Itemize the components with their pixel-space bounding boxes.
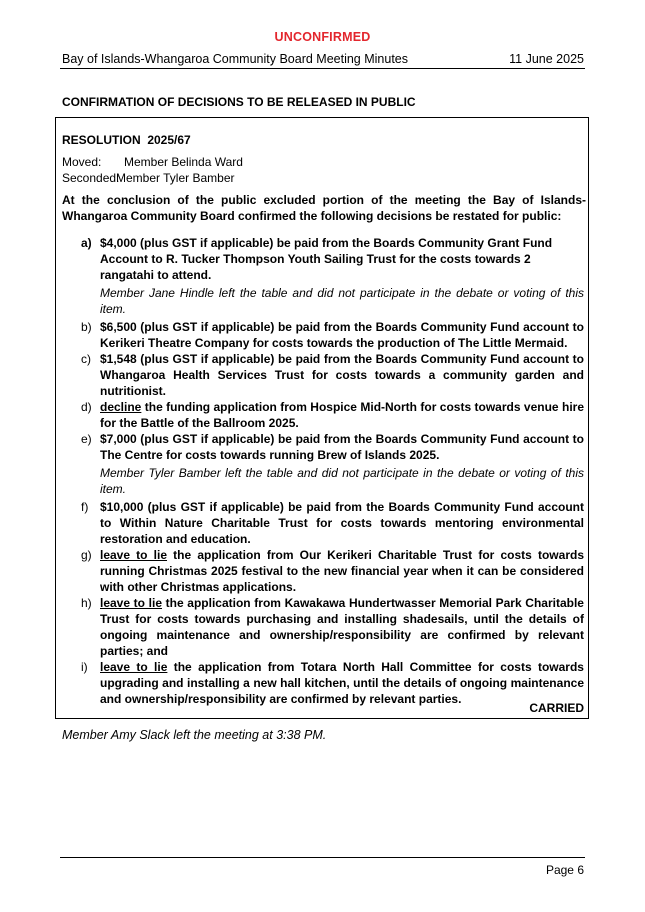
seconded-line <box>62 171 234 185</box>
meeting-date: 11 June 2025 <box>509 52 584 66</box>
moved-label: Moved: <box>62 155 102 169</box>
resolution-items <box>56 235 588 707</box>
moved-line <box>62 155 243 169</box>
item-text <box>100 399 584 431</box>
resolution-item-h <box>56 595 588 659</box>
item-marker: d) <box>81 400 92 414</box>
item-body: the application from Our Kerikeri Charitable Trust for costs towards running Christmas 2025 festival to the new financial year when it can be considered with other Christmas applications. <box>100 548 584 594</box>
resolution-item-f <box>56 499 588 547</box>
item-marker: e) <box>81 432 92 446</box>
item-text: $4,000 (plus GST if applicable) be paid from the Boards Community Grant Fund Account to R. Tucker Thompson Youth Sailing Trust for the costs towards 2 rangatahi to attend. <box>100 236 553 282</box>
item-lead: leave to lie <box>100 660 168 674</box>
page-number: Page 6 <box>545 863 584 877</box>
item-marker: a) <box>81 236 92 250</box>
moved-value: Member Belinda Ward <box>124 155 243 169</box>
resolution-item-d <box>56 399 588 431</box>
after-note: Member Amy Slack left the meeting at 3:38 PM. <box>62 728 327 742</box>
item-text <box>100 595 584 659</box>
item-body: the application from Kawakawa Hundertwasser Memorial Park Charitable Trust for costs towards purchasing and installing shadesails, until the details of ongoing maintenance and ownership/responsibility are confirmed by relevant parties; and <box>100 596 584 658</box>
section-title: CONFIRMATION OF DECISIONS TO BE RELEASED IN PUBLIC <box>62 95 416 109</box>
item-marker: h) <box>81 596 92 610</box>
resolution-item-b <box>56 319 588 351</box>
resolution-outcome: CARRIED <box>529 701 584 715</box>
resolution-title: RESOLUTION 2025/67 <box>62 133 191 147</box>
resolution-item-g <box>56 547 588 595</box>
item-marker: i) <box>81 660 88 674</box>
seconded-value: Member Tyler Bamber <box>116 171 235 185</box>
item-text: $10,000 (plus GST if applicable) be paid from the Boards Community Fund account to Within Nature Charitable Trust for costs towards mentoring environmental restoration and education. <box>100 500 584 546</box>
item-text: $6,500 (plus GST if applicable) be paid from the Boards Community Fund account to Kerikeri Theatre Company for costs towards the production of The Little Mermaid. <box>100 320 584 350</box>
header-divider <box>60 68 585 69</box>
item-body: the application from Totara North Hall Committee for costs towards upgrading and installing a new hall kitchen, until the details of ongoing maintenance and ownership/responsibility are confirmed by relevant parties. <box>100 660 584 706</box>
item-text: $1,548 (plus GST if applicable) be paid from the Boards Community Fund account to Whangaroa Health Services Trust for costs towards a community garden and nutritionist. <box>100 352 584 398</box>
item-marker: f) <box>81 500 89 514</box>
item-note: Member Tyler Bamber left the table and did not participate in the debate or voting of this item. <box>100 466 584 496</box>
item-marker: c) <box>81 352 91 366</box>
item-body: the funding application from Hospice Mid-North for costs towards venue hire for the Battle of the Ballroom 2025. <box>100 400 584 430</box>
item-marker: b) <box>81 320 92 334</box>
resolution-item-c <box>56 351 588 399</box>
item-text <box>100 547 584 595</box>
item-text <box>100 659 584 707</box>
item-note: Member Jane Hindle left the table and did not participate in the debate or voting of this item. <box>100 286 584 316</box>
resolution-intro: At the conclusion of the public excluded portion of the meeting the Bay of Islands-Whangaroa Community Board confirmed the following decisions be restated for public: <box>62 193 586 223</box>
footer-divider <box>60 857 585 858</box>
item-lead: leave to lie <box>100 548 168 562</box>
item-text: $7,000 (plus GST if applicable) be paid from the Boards Community Fund account to The Centre for costs towards running Brew of Islands 2025. <box>100 432 584 462</box>
resolution-item-e <box>56 431 588 463</box>
document-title: Bay of Islands-Whangaroa Community Board Meeting Minutes <box>62 52 408 66</box>
resolution-box <box>55 117 589 719</box>
resolution-item-i <box>56 659 588 707</box>
item-lead: decline <box>100 400 142 414</box>
resolution-item-a <box>56 235 588 283</box>
item-lead: leave to lie <box>100 596 162 610</box>
seconded-label: Seconded: <box>62 171 120 185</box>
item-marker: g) <box>81 548 92 562</box>
unconfirmed-stamp: UNCONFIRMED <box>274 30 371 44</box>
